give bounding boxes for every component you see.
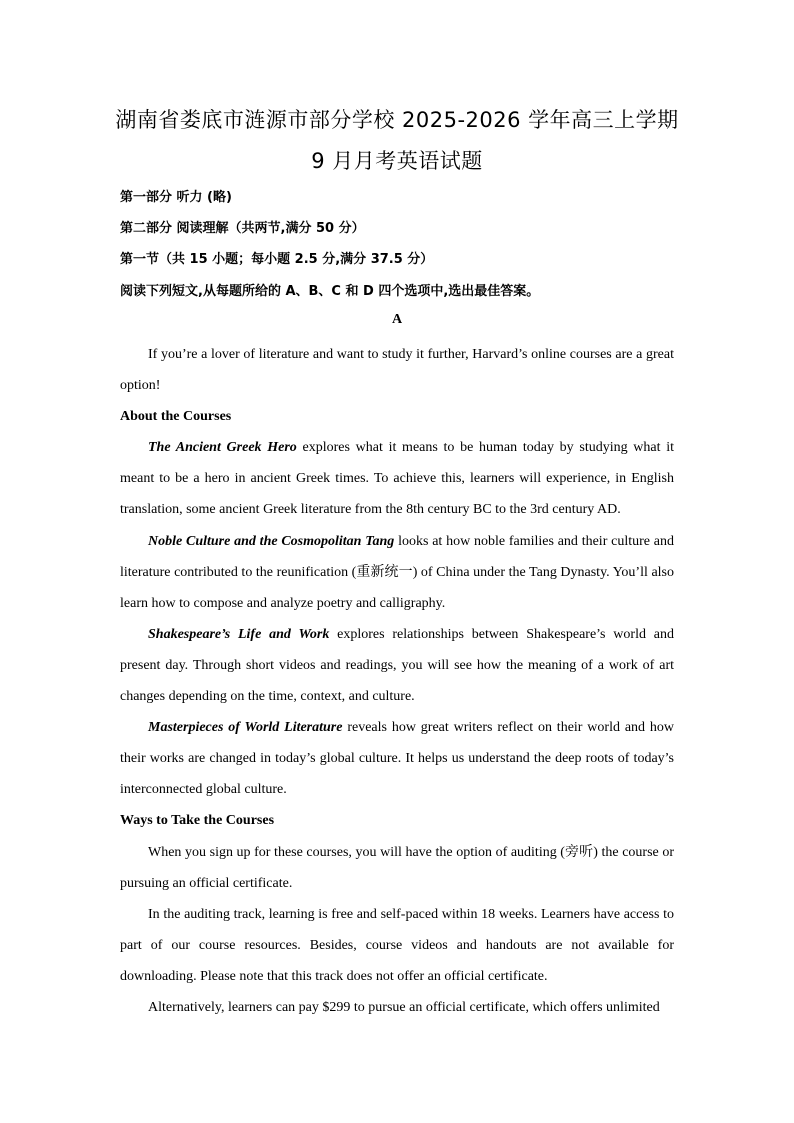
ways-paragraph: In the auditing track, learning is free and self-paced within 18 weeks. Learners have access to part of our course resources. Besides, course videos and handouts are not available for downloading. Please note that this track does not offer an official certificate. [120,906,674,984]
ways-paragraph: Alternatively, learners can pay $299 to pursue an official certificate, which offers unlimited [148,999,660,1015]
course-description: reveals how great writers reflect on their world and how their works are changed in today’s global culture. It helps us understand the deep roots of today’s interconnected global culture. [120,720,675,798]
passage-body [120,339,674,1023]
reading-instruction: 阅读下列短文,从每题所给的 A、B、C 和 D 四个选项中,选出最佳答案。 [120,284,540,299]
ways-heading: Ways to Take the Courses [120,813,275,829]
course-title: Shakespeare’s Life and Work [148,626,330,642]
course-title: Masterpieces of World Literature [148,720,343,736]
part-one-heading: 第一部分 听力 (略) [120,190,232,205]
course-description: explores what it means to be human today by studying what it meant to be a hero in ancient Greek times. To achieve this, learners will experience, in English translation, some ancient Greek literature from the 8th century BC to the 3rd century AD. [120,440,675,518]
exam-title-line-1: 湖南省娄底市涟源市部分学校 2025-2026 学年高三上学期 [115,108,679,132]
course-paragraph [120,712,674,805]
ways-paragraph: When you sign up for these courses, you will have the option of auditing (旁听) the course or pursuing an official certificate. [120,844,674,891]
course-paragraph [120,526,674,619]
about-courses-heading: About the Courses [120,409,232,425]
exam-title-line-2: 9 月月考英语试题 [311,149,483,173]
passage-intro: If you’re a lover of literature and want to study it further, Harvard’s online courses are a great option! [120,347,674,394]
course-description: looks at how noble families and their culture and literature contributed to the reunification (重新统一) of China under the Tang Dynasty. You’ll also learn how to compose and analyze poetry and calligraphy. [120,533,674,611]
course-title: Noble Culture and the Cosmopolitan Tang [148,533,395,549]
course-title: The Ancient Greek Hero [148,440,297,456]
course-paragraph [120,619,674,712]
course-paragraph [120,432,674,525]
part-two-heading: 第二部分 阅读理解（共两节,满分 50 分） [120,221,365,236]
section-one-heading: 第一节（共 15 小题；每小题 2.5 分,满分 37.5 分） [120,252,434,267]
course-description: explores relationships between Shakespeare’s world and present day. Through short videos and readings, you will see how the meaning of a work of art changes depending on the time, context, and culture. [120,626,674,705]
passage-label: A [391,312,403,327]
